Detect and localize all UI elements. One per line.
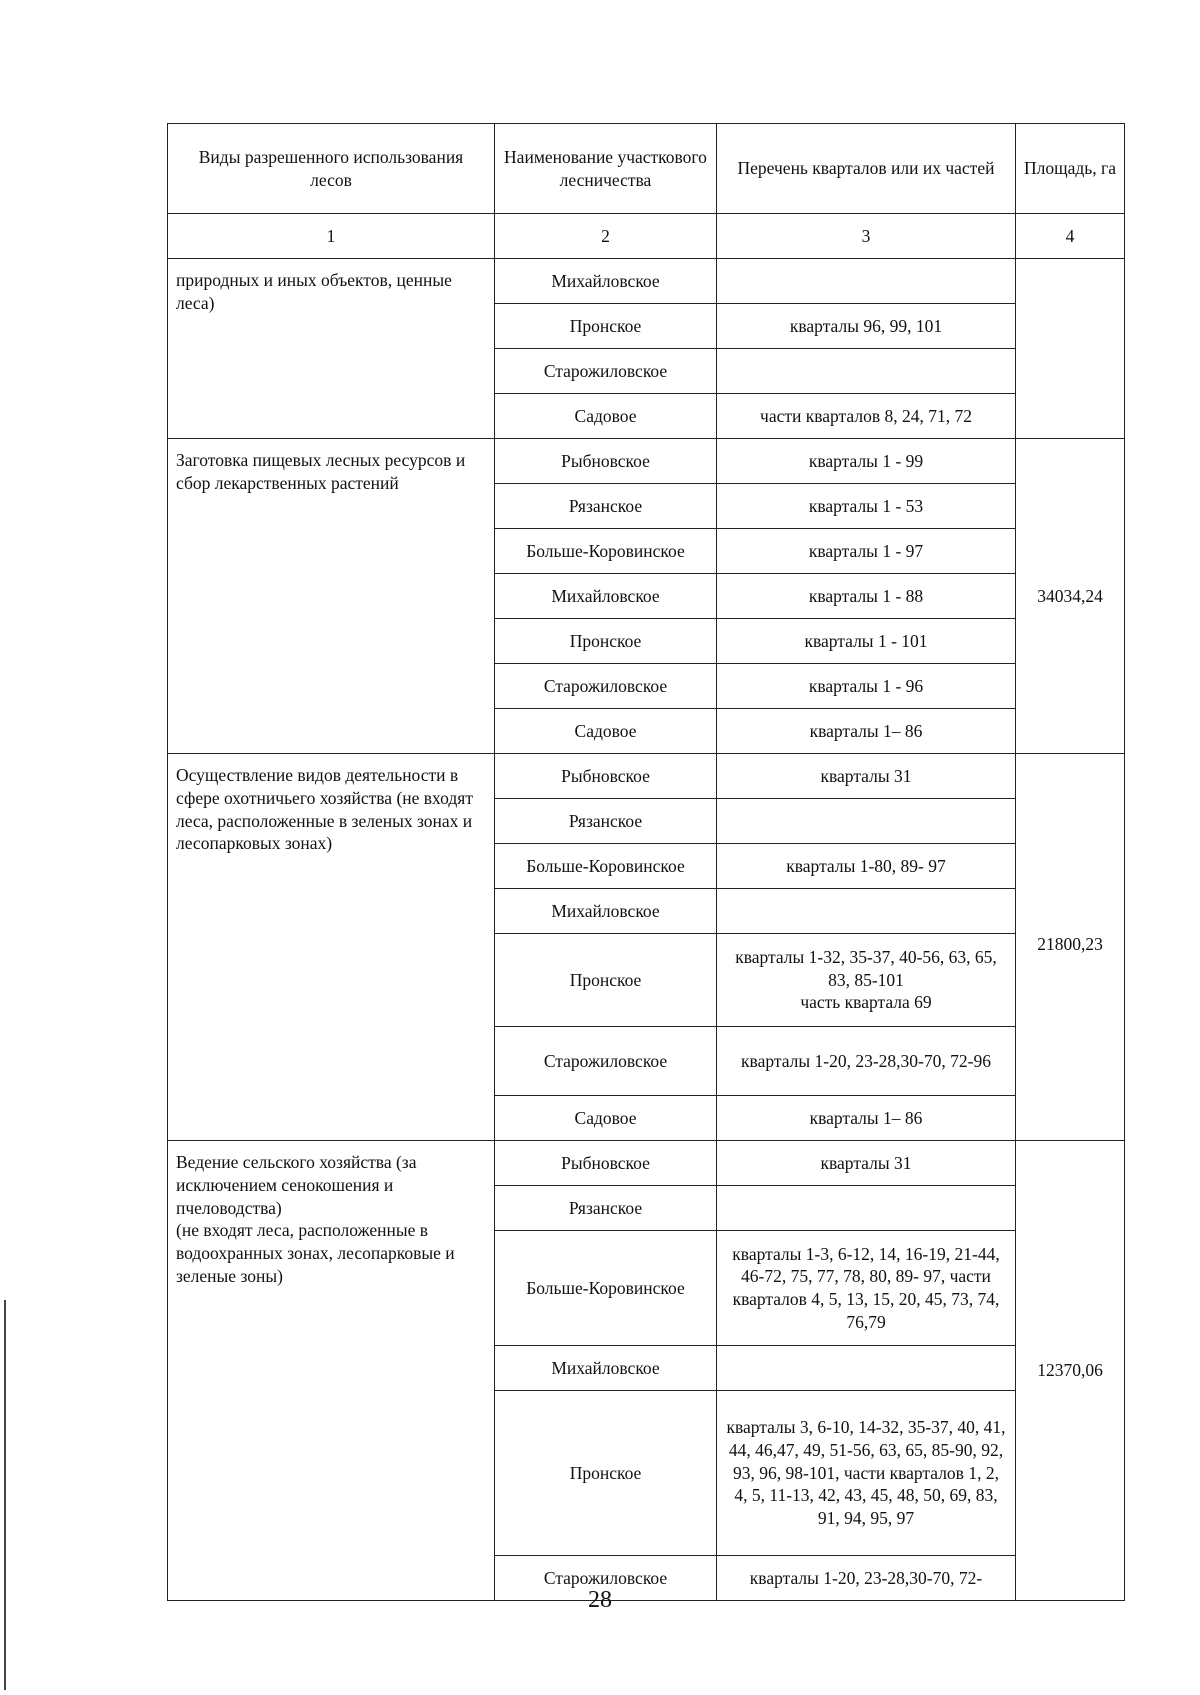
- forestry-cell: Михайловское: [495, 574, 717, 619]
- quarters-cell: кварталы 1– 86: [717, 709, 1016, 754]
- forestry-cell: Пронское: [495, 619, 717, 664]
- forestry-cell: Рыбновское: [495, 1141, 717, 1186]
- forestry-cell: Пронское: [495, 1391, 717, 1556]
- use-type-cell: Осуществление видов деятельности в сфере охотничьего хозяйства (не входят леса, расположенные в зеленых зонах и лесопарковых зонах): [168, 754, 495, 1141]
- quarters-cell: [717, 259, 1016, 304]
- quarters-cell: кварталы 1 - 53: [717, 484, 1016, 529]
- column-number: 4: [1016, 214, 1125, 259]
- forestry-cell: Старожиловское: [495, 1556, 717, 1601]
- header-cell: Площадь, га: [1016, 124, 1125, 214]
- forestry-cell: Садовое: [495, 1096, 717, 1141]
- quarters-cell: [717, 889, 1016, 934]
- column-number-row: [168, 214, 1125, 259]
- quarters-cell: [717, 349, 1016, 394]
- quarters-cell: кварталы 31: [717, 754, 1016, 799]
- forestry-cell: Больше-Коровинское: [495, 844, 717, 889]
- quarters-cell: кварталы 31: [717, 1141, 1016, 1186]
- use-type-cell: Заготовка пищевых лесных ресурсов и сбор лекарственных растений: [168, 439, 495, 754]
- use-type-cell: природных и иных объектов, ценные леса): [168, 259, 495, 439]
- forestry-cell: Пронское: [495, 304, 717, 349]
- area-cell: [1016, 259, 1125, 439]
- forestry-cell: Пронское: [495, 934, 717, 1027]
- quarters-cell: кварталы 1 - 88: [717, 574, 1016, 619]
- quarters-cell: кварталы 3, 6-10, 14-32, 35-37, 40, 41, 44, 46,47, 49, 51-56, 63, 65, 85-90, 92, 93, 96, 98-101, части кварталов 1, 2, 4, 5, 11-13, 42, 43, 45, 48, 50, 69, 83, 91, 94, 95, 97: [717, 1391, 1016, 1556]
- table-row: [168, 259, 1125, 304]
- quarters-cell: [717, 799, 1016, 844]
- quarters-cell: кварталы 1 - 96: [717, 664, 1016, 709]
- column-number: 1: [168, 214, 495, 259]
- table-body: [168, 124, 1125, 1601]
- header-cell: Наименование участкового лесничества: [495, 124, 717, 214]
- area-cell: 34034,24: [1016, 439, 1125, 754]
- header-row: [168, 124, 1125, 214]
- table-row: [168, 754, 1125, 799]
- forestry-cell: Михайловское: [495, 889, 717, 934]
- quarters-cell: кварталы 1 - 101: [717, 619, 1016, 664]
- quarters-cell: кварталы 1 - 97: [717, 529, 1016, 574]
- forestry-cell: Старожиловское: [495, 1027, 717, 1096]
- forestry-cell: Садовое: [495, 394, 717, 439]
- quarters-cell: кварталы 1-32, 35-37, 40-56, 63, 65, 83, 85-101 часть квартала 69: [717, 934, 1016, 1027]
- header-cell: Виды разрешенного использования лесов: [168, 124, 495, 214]
- column-number: 2: [495, 214, 717, 259]
- scan-margin-line: [4, 1300, 6, 1690]
- header-cell: Перечень кварталов или их частей: [717, 124, 1016, 214]
- table-row: [168, 1141, 1125, 1186]
- forestry-cell: Рязанское: [495, 799, 717, 844]
- use-type-cell: Ведение сельского хозяйства (за исключением сенокошения и пчеловодства) (не входят леса, расположенные в водоохранных зонах, лесопарковые и зеленые зоны): [168, 1141, 495, 1601]
- area-cell: 12370,06: [1016, 1141, 1125, 1601]
- forestry-cell: Больше-Коровинское: [495, 1231, 717, 1346]
- forestry-cell: Рыбновское: [495, 439, 717, 484]
- forestry-cell: Старожиловское: [495, 349, 717, 394]
- quarters-cell: кварталы 1 - 99: [717, 439, 1016, 484]
- area-cell: 21800,23: [1016, 754, 1125, 1141]
- quarters-cell: [717, 1186, 1016, 1231]
- quarters-cell: части кварталов 8, 24, 71, 72: [717, 394, 1016, 439]
- quarters-cell: кварталы 1– 86: [717, 1096, 1016, 1141]
- quarters-cell: [717, 1346, 1016, 1391]
- forestry-cell: Больше-Коровинское: [495, 529, 717, 574]
- column-number: 3: [717, 214, 1016, 259]
- forestry-cell: Рязанское: [495, 1186, 717, 1231]
- quarters-cell: кварталы 1-20, 23-28,30-70, 72-96: [717, 1027, 1016, 1096]
- quarters-cell: кварталы 1-20, 23-28,30-70, 72-: [717, 1556, 1016, 1601]
- forestry-cell: Садовое: [495, 709, 717, 754]
- forestry-cell: Михайловское: [495, 1346, 717, 1391]
- page-number: 28: [588, 1587, 612, 1613]
- quarters-cell: кварталы 1-80, 89- 97: [717, 844, 1016, 889]
- quarters-cell: кварталы 96, 99, 101: [717, 304, 1016, 349]
- forestry-cell: Рыбновское: [495, 754, 717, 799]
- table-row: [168, 439, 1125, 484]
- quarters-cell: кварталы 1-3, 6-12, 14, 16-19, 21-44, 46-72, 75, 77, 78, 80, 89- 97, части кварталов 4, 5, 13, 15, 20, 45, 73, 74, 76,79: [717, 1231, 1016, 1346]
- forest-use-table: [167, 123, 1125, 1601]
- forestry-cell: Старожиловское: [495, 664, 717, 709]
- forestry-cell: Михайловское: [495, 259, 717, 304]
- forestry-cell: Рязанское: [495, 484, 717, 529]
